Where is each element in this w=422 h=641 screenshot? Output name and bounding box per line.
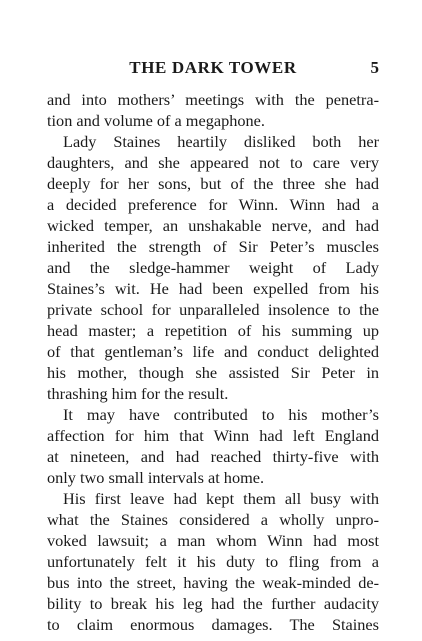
text-line: inherited the strength of Sir Peter’s muscles	[47, 237, 379, 256]
text-line: of that gentleman’s life and conduct delighted	[47, 342, 379, 361]
running-head	[47, 58, 379, 82]
text-line: His first leave had kept them all busy with	[63, 489, 379, 508]
text-line: and into mothers’ meetings with the penetra-	[47, 90, 379, 109]
text-line: what the Staines considered a wholly unpro-	[47, 510, 379, 529]
text-line: only two small intervals at home.	[47, 468, 265, 487]
text-line: Lady Staines heartily disliked both her	[63, 132, 379, 151]
text-line: his mother, though she assisted Sir Peter in	[47, 363, 379, 382]
text-line: tion and volume of a megaphone.	[47, 111, 265, 130]
text-line: head master; a repetition of his summing up	[47, 321, 379, 340]
text-line: wicked temper, an unshakable nerve, and had	[47, 216, 379, 235]
text-line: It may have contributed to his mother’s	[63, 405, 379, 424]
text-line: bility to break his leg had the further audacity	[47, 594, 379, 613]
text-line: daughters, and she appeared not to care very	[47, 153, 379, 172]
page-number: 5	[370, 58, 379, 77]
text-line: voked lawsuit; a man whom Winn had most	[47, 531, 379, 550]
text-line: a decided preference for Winn. Winn had a	[47, 195, 379, 214]
text-line: private school for unparalleled insolence to the	[47, 300, 379, 319]
text-line: affection for him that Winn had left England	[47, 426, 379, 445]
body-text	[47, 89, 379, 635]
text-line: deeply for her sons, but of the three she had	[47, 174, 379, 193]
text-line: bus into the street, having the weak-minded de-	[47, 573, 379, 592]
text-line: to claim enormous damages. The Staines	[47, 615, 379, 634]
text-line: Staines’s wit. He had been expelled from his	[47, 279, 379, 298]
text-line: at nineteen, and had reached thirty-five with	[47, 447, 379, 466]
text-line: and the sledge-hammer weight of Lady	[47, 258, 379, 277]
running-title: THE DARK TOWER	[129, 58, 297, 77]
text-line: unfortunately felt it his duty to fling from a	[47, 552, 379, 571]
text-line: thrashing him for the result.	[47, 384, 229, 403]
